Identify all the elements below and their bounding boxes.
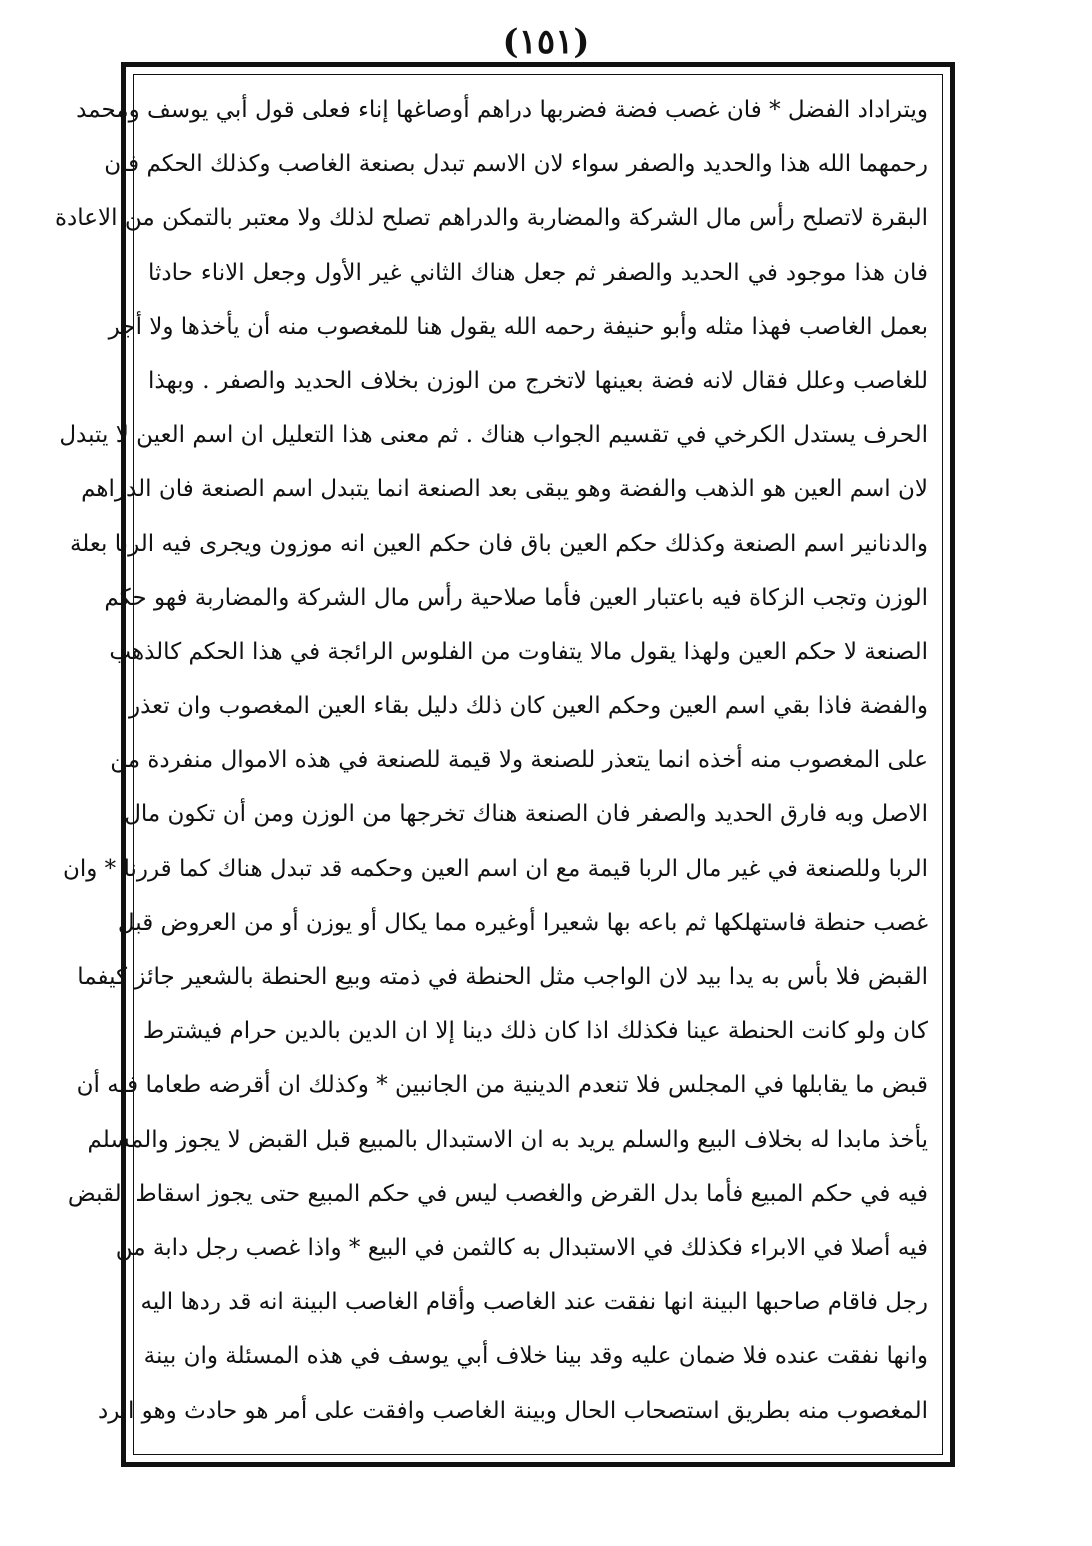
text-line: والفضة فاذا بقي اسم العين وحكم العين كان ذلك دليل بقاء العين المغصوب وان تعذر [128,693,928,720]
page-border-inner [54,74,943,1455]
text-line: للغاصب وعلل فقال لانه فضة بعينها لاتخرج من الوزن بخلاف الحديد والصفر . وبهذا [148,367,928,394]
page-border [54,62,955,1467]
text-line: الربا وللصنعة في غير مال الربا قيمة مع ان اسم العين وحكمه قد تبدل هناك كما قررنا * وان [62,855,928,882]
text-line: القبض فلا بأس به يدا بيد لان الواجب مثل الحنطة في ذمته وبيع الحنطة بالشعير جائز كيفما [77,964,928,990]
text-line: والدنانير اسم الصنعة وكذلك حكم العين باق فان حكم العين انه موزون ويجرى فيه الربا بعلة [69,530,928,557]
text-line: فيه في حكم المبيع فأما بدل القرض والغصب ليس في حكم المبيع حتى يجوز اسقاط القبض [67,1180,928,1207]
text-line: فيه أصلا في الابراء فكذلك في الاستبدال به كالثمن في البيع * واذا غصب رجل دابة من [115,1234,928,1261]
text-line: الصنعة لا حكم العين ولهذا يقول مالا يتفاوت من الفلوس الرائجة في هذا الحكم كالذهب [109,638,928,665]
text-line: المغصوب منه بطريق استصحاب الحال وبينة الغاصب وافقت على أمر هو حادث وهو الرد [98,1397,928,1424]
text-line: كان ولو كانت الحنطة عينا فكذلك اذا كان ذلك دينا إلا ان الدين بالدين حرام فيشترط [142,1018,928,1045]
text-line: رحمهما الله هذا والحديد والصفر سواء لان الاسم تبدل بصنعة الغاصب وكذلك الحكم فان [104,151,928,178]
text-line: غصب حنطة فاستهلكها ثم باعه بها شعيرا أوغيره مما يكال أو يوزن أو من العروض قبل [117,909,928,936]
text-line: بعمل الغاصب فهذا مثله وأبو حنيفة رحمه الله يقول هنا للمغصوب منه أن يأخذها ولا أجر [108,313,928,340]
text-line: قبض ما يقابلها في المجلس فلا تنعدم الدينية من الجانبين * وكذلك ان أقرضه طعاما فله أن [76,1072,928,1099]
text-line: وانها نفقت عنده فلا ضمان عليه وقد بينا خلاف أبي يوسف في هذه المسئلة وان بينة [143,1343,928,1370]
text-line: على المغصوب منه أخذه انما يتعذر للصنعة ولا قيمة للصنعة في هذه الاموال منفردة من [110,747,928,774]
text-line: الحرف يستدل الكرخي في تقسيم الجواب هناك . ثم معنى هذا التعليل ان اسم العين لا يتبدل [59,422,928,449]
text-line: رجل فاقام صاحبها البينة انها نفقت عند الغاصب وأقام الغاصب البينة انه قد ردها اليه [140,1289,928,1316]
body-text [54,83,928,1446]
text-line: ويتراداد الفضل * فان غصب فضة فضربها دراهم أوصاغها إناء فعلى قول أبي يوسف ومحمد [76,97,928,123]
text-line: لان اسم العين هو الذهب والفضة وهو يبقى بعد الصنعة انما يتبدل اسم الصنعة فان الدراهم [81,476,928,503]
text-line: يأخذ مابدا له بخلاف البيع والسلم يريد به ان الاستبدال بالمبيع قبل القبض لا يجوز والمسلم [87,1126,928,1153]
text-line: الوزن وتجب الزكاة فيه باعتبار العين فأما صلاحية رأس مال الشركة والمضاربة فهو حكم [104,584,928,611]
text-line: فان هذا موجود في الحديد والصفر ثم جعل هناك الثاني غير الأول وجعل الاناء حادثا [148,259,928,286]
page-number: (١٥١) [502,22,590,62]
text-line: البقرة لاتصلح رأس مال الشركة والمضاربة والدراهم تصلح لذلك ولا معتبر بالتمكن من الاعادة [54,205,928,232]
text-line: الاصل وبه فارق الحديد والصفر فان الصنعة هناك تخرجها من الوزن ومن أن تكون مال [124,801,928,828]
